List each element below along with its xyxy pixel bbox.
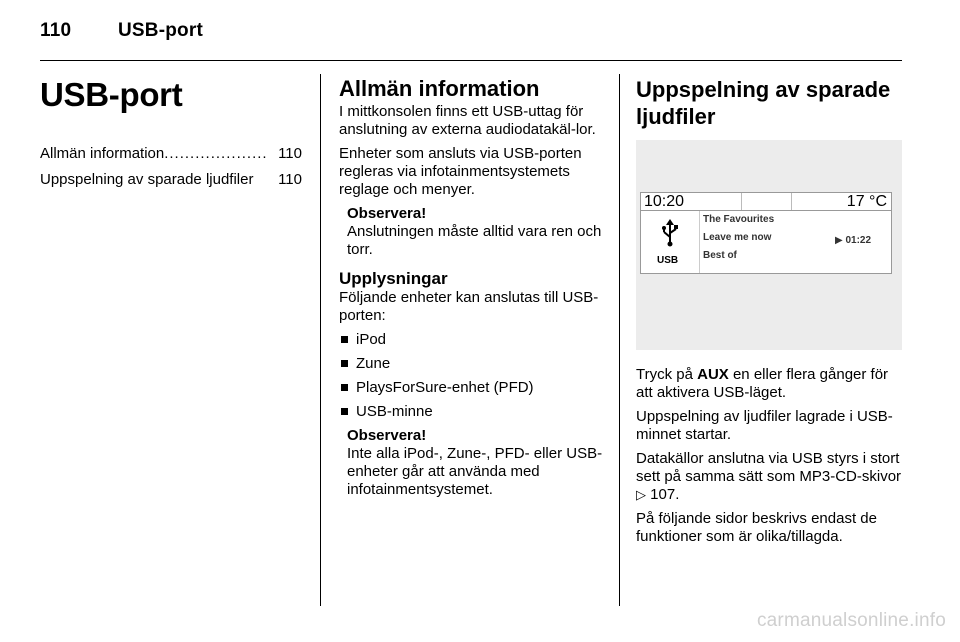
toc-entry[interactable] <box>40 170 302 190</box>
source-icon-area <box>641 211 700 273</box>
usb-icon <box>660 219 680 247</box>
note-title: Observera! <box>347 427 427 444</box>
status-divider <box>791 193 792 210</box>
toc-page: 110 <box>278 145 302 162</box>
note-title: Observera! <box>347 205 427 222</box>
column-playback <box>636 76 904 552</box>
toc-leader <box>253 170 272 190</box>
track-item: Best of <box>703 250 737 261</box>
toc-label: Allmän information <box>40 145 165 162</box>
list-item <box>339 379 607 397</box>
display-illustration <box>636 140 902 350</box>
aux-button-label: AUX <box>697 366 729 383</box>
column-divider-1 <box>320 74 321 606</box>
text: Datakällor anslutna via USB styrs i stort sett på samma sätt som MP3-CD-skivor <box>636 450 902 485</box>
note-box <box>347 427 607 499</box>
paragraph: I mittkonsolen finns ett USB-uttag för anslutning av externa audiodatakäl-lor. <box>339 103 596 138</box>
running-title: USB-port <box>118 20 203 41</box>
page-reference[interactable]: 107. <box>646 486 680 503</box>
toc-leader: .................... <box>164 145 268 162</box>
usb-label: USB <box>657 255 679 266</box>
track-item: The Favourites <box>703 214 775 225</box>
text: en eller flera gånger för att aktivera USB-läget. <box>636 366 889 401</box>
paragraph <box>636 450 904 504</box>
paragraph: Uppspelning av ljudfiler lagrade i USB-minnet startar. <box>636 408 893 443</box>
paragraph <box>636 366 904 402</box>
paragraph: Enheter som ansluts via USB-porten regleras via infotainmentsystemets reglage och menyer. <box>339 145 582 198</box>
chapter-title: USB-port <box>40 76 183 113</box>
list-item <box>339 403 607 421</box>
status-bar <box>641 193 891 211</box>
list-item-text: PlaysForSure-enhet (PFD) <box>356 379 534 396</box>
column-toc <box>40 76 302 196</box>
bullet-icon <box>341 360 348 367</box>
bullet-icon <box>341 336 348 343</box>
track-item: Leave me now <box>703 232 772 243</box>
paragraph: På följande sidor beskrivs endast de funktioner som är olika/tillagda. <box>636 510 877 545</box>
header-rule <box>40 60 902 61</box>
infotainment-screen <box>640 192 892 274</box>
subsection-heading: Upplysningar <box>339 269 448 288</box>
list-item-text: Zune <box>356 355 391 372</box>
list-item <box>339 331 607 349</box>
column-divider-2 <box>619 74 620 606</box>
page-header <box>40 20 203 42</box>
note-text: Inte alla iPod-, Zune-, PFD- eller USB-enheter går att använda med infotainmentsystemet. <box>347 445 603 498</box>
list-item-text: iPod <box>356 331 387 348</box>
toc-entry[interactable] <box>40 144 302 164</box>
section-heading: Allmän information <box>339 76 540 101</box>
device-list <box>339 331 607 421</box>
note-box <box>347 205 607 259</box>
list-item <box>339 355 607 373</box>
paragraph: Följande enheter kan anslutas till USB-porten: <box>339 289 599 324</box>
text: Tryck på <box>636 366 698 383</box>
bullet-icon <box>341 408 348 415</box>
watermark: carmanualsonline.info <box>756 610 946 631</box>
page-number: 110 <box>40 20 72 41</box>
toc-label: Uppspelning av sparade ljudfiler <box>40 171 254 188</box>
play-time: ▶ 01:22 <box>835 235 872 246</box>
arrow-ref-icon: ▷ <box>636 487 646 502</box>
status-divider <box>741 193 742 210</box>
clock: 10:20 <box>644 193 685 210</box>
note-text: Anslutningen måste alltid vara ren och torr. <box>347 223 602 258</box>
bullet-icon <box>341 384 348 391</box>
column-general-info <box>339 76 607 505</box>
section-heading: Uppspelning av sparade ljudfiler <box>636 77 891 129</box>
temperature: 17 °C <box>846 193 887 210</box>
toc-page: 110 <box>278 171 302 188</box>
list-item-text: USB-minne <box>356 403 433 420</box>
